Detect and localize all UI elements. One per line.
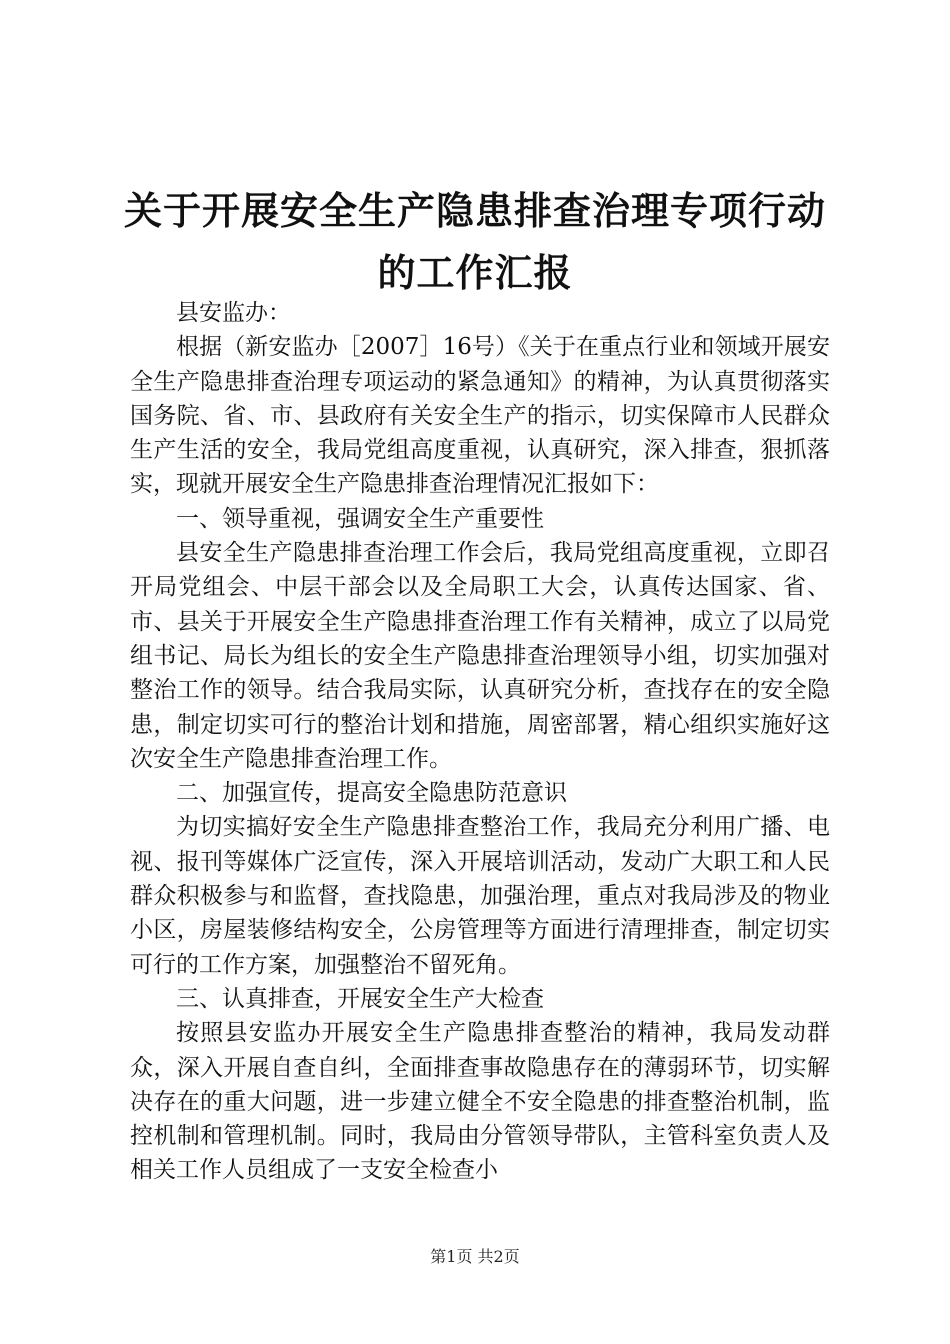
page-footer: 第1页 共2页 [430,1247,520,1266]
document-body [130,296,830,1188]
paragraph-section-2: 为切实搞好安全生产隐患排查整治工作，我局充分利用广播、电视、报刊等媒体广泛宣传，深入开展培训活动，发动广大职工和人民群众积极参与和监督，查找隐患，加强治理，重点对我局涉及的物业小区，房屋装修结构安全，公房管理等方面进行清理排查，制定切实可行的工作方案，加强整治不留死角。 [130,814,830,978]
paragraph-section-1: 县安全生产隐患排查治理工作会后，我局党组高度重视，立即召开局党组会、中层干部会以及全局职工大会，认真传达国家、省、市、县关于开展安全生产隐患排查治理工作有关精神，成立了以局党组书记、局长为组长的安全生产隐患排查治理领导小组，切实加强对整治工作的领导。结合我局实际，认真研究分析，查找存在的安全隐患，制定切实可行的整治计划和措施，周密部署，精心组织实施好这次安全生产隐患排查治理工作。 [130,540,830,772]
document-title: 关于开展安全生产隐患排查治理专项行动的工作汇报 [123,189,826,295]
paragraph-section-3: 按照县安监办开展安全生产隐患排查整治的精神，我局发动群众，深入开展自查自纠，全面排查事故隐患存在的薄弱环节，切实解决存在的重大问题，进一步建立健全不安全隐患的排查整治机制，监控机制和管理机制。同时，我局由分管领导带队，主管科室负责人及相关工作人员组成了一支安全检查小 [130,1020,830,1184]
paragraph-intro: 根据（新安监办［2007］16号）《关于在重点行业和领域开展安全生产隐患排查治理专项运动的紧急通知》的精神，为认真贯彻落实国务院、省、市、县政府有关安全生产的指示，切实保障市人民群众生产生活的安全，我局党组高度重视，认真研究，深入排查，狠抓落实，现就开展安全生产隐患排查治理情况汇报如下： [130,334,830,498]
section-heading-2: 二、加强宣传，提高安全隐患防范意识 [176,780,567,807]
salutation: 县安监办： [176,300,291,326]
section-heading-1: 一、领导重视，强调安全生产重要性 [176,505,544,532]
section-heading-3: 三、认真排查，开展安全生产大检查 [176,985,544,1012]
